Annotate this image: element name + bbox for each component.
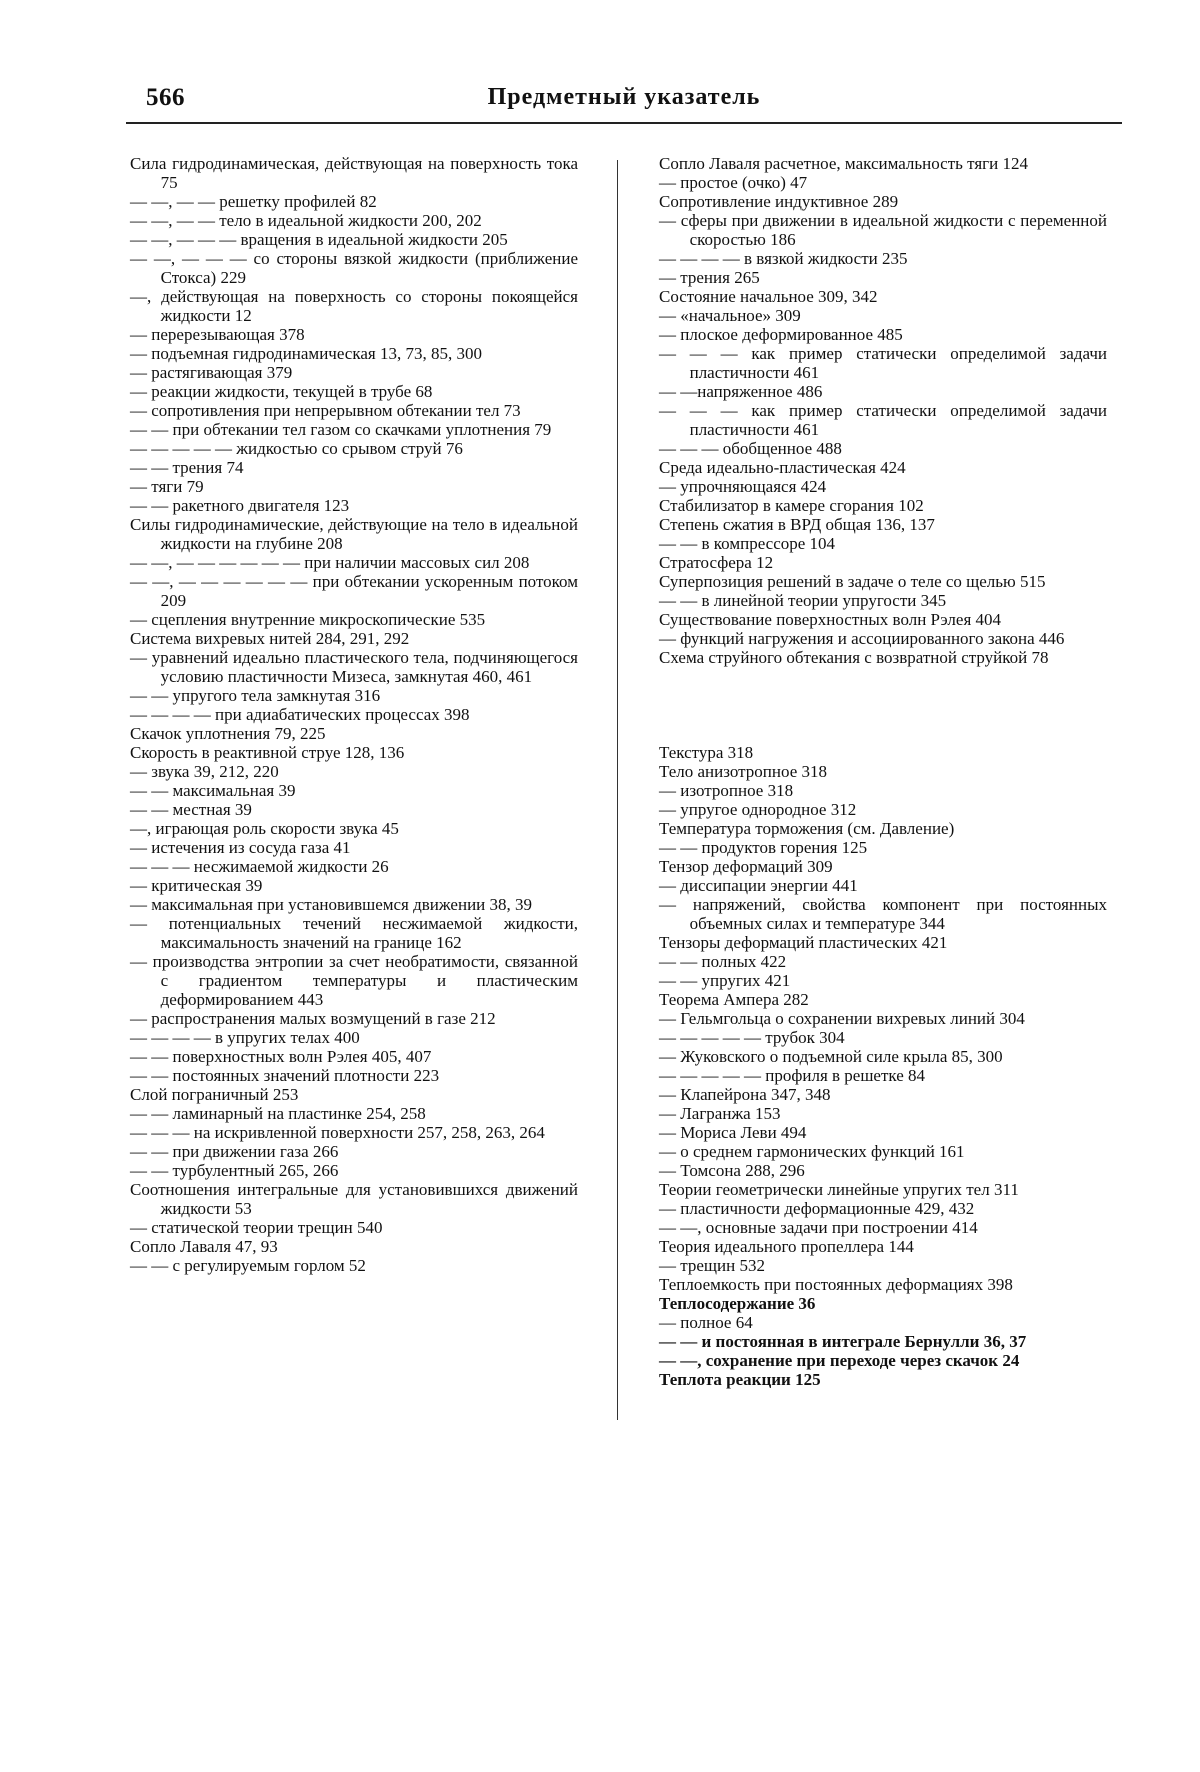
index-entry: — Мориса Леви 494 [659,1123,807,1142]
index-section-s [659,154,1107,667]
index-entry: — о среднем гармонических функций 161 [659,1142,965,1161]
index-entry: — простое (очко) 47 [659,173,808,192]
index-entry: — перерезывающая 378 [130,325,305,344]
index-entry: — Томсона 288, 296 [659,1161,805,1180]
index-entry: — — — — — жидкостью со срывом струй 76 [130,439,463,458]
index-entry: — — максимальная 39 [130,781,296,800]
index-entry: — — в компрессоре 104 [659,534,836,553]
section-gap [659,667,1107,743]
index-entry: —, играющая роль скорости звука 45 [130,819,399,838]
index-entry: — Жуковского о подъемной силе крыла 85, 300 [659,1047,1003,1066]
index-entry: — — — — при адиабатических процессах 398 [130,705,470,724]
index-entry: Соотношения интегральные для установившихся движений жидкости 53 [130,1180,578,1218]
index-entry: Сила гидродинамическая, действующая на поверхность тока 75 [130,154,578,192]
index-entry: Теория идеального пропеллера 144 [659,1237,914,1256]
index-entry: — —, — — — со стороны вязкой жидкости (приближение Стокса) 229 [130,249,578,287]
index-entry: Система вихревых нитей 284, 291, 292 [130,629,410,648]
index-entry: — упрочняющаяся 424 [659,477,827,496]
index-entry: — плоское деформированное 485 [659,325,903,344]
index-entry: — — продуктов горения 125 [659,838,868,857]
page-number: 566 [146,84,185,111]
index-entry: — — местная 39 [130,800,252,819]
index-entry: — статической теории трещин 540 [130,1218,383,1237]
index-entry: Скорость в реактивной струе 128, 136 [130,743,405,762]
index-entry: — — при обтекании тел газом со скачками уплотнения 79 [130,420,552,439]
index-entry: Сопло Лаваля расчетное, максимальность тяги 124 [659,154,1029,173]
index-entry: Сопротивление индуктивное 289 [659,192,899,211]
index-entry: — сопротивления при непрерывном обтекании тел 73 [130,401,521,420]
index-entry: — —, — — — вращения в идеальной жидкости 205 [130,230,508,249]
index-entry: — диссипации энергии 441 [659,876,858,895]
index-entry: — трения 265 [659,268,760,287]
index-entry: — полное 64 [659,1313,753,1332]
index-entry: — — — — — профиля в решетке 84 [659,1066,926,1085]
index-entry: Стратосфера 12 [659,553,774,572]
index-entry: Слой пограничный 253 [130,1085,299,1104]
index-entry: — — — несжимаемой жидкости 26 [130,857,389,876]
index-entry: Текстура 318 [659,743,754,762]
index-entry: — — постоянных значений плотности 223 [130,1066,440,1085]
index-entry: — — трения 74 [130,458,244,477]
index-entry: — уравнений идеально пластического тела, подчиняющегося условию пластичности Мизеса, замкнутая 460, 461 [130,648,578,686]
header-rule [126,122,1122,124]
index-entry: — —напряженное 486 [659,382,823,401]
index-entry: — — и постоянная в интеграле Бернулли 36, 37 [659,1332,1027,1351]
index-entry: Тензор деформаций 309 [659,857,833,876]
index-entry: Степень сжатия в ВРД общая 136, 137 [659,515,935,534]
index-entry: Среда идеально-пластическая 424 [659,458,906,477]
index-entry: — реакции жидкости, текущей в трубе 68 [130,382,433,401]
index-entry: — —, — — — — — — при обтекании ускоренным потоком 209 [130,572,578,610]
index-entry: Теплоемкость при постоянных деформациях 398 [659,1275,1013,1294]
index-entry: — — полных 422 [659,952,787,971]
page-header [126,84,1122,120]
index-entry: Существование поверхностных волн Рэлея 404 [659,610,1002,629]
index-entry: — — ракетного двигателя 123 [130,496,350,515]
index-entry: — тяги 79 [130,477,204,496]
index-entry: Тензоры деформаций пластических 421 [659,933,948,952]
index-entry: — — — — в упругих телах 400 [130,1028,360,1047]
index-entry: — — турбулентный 265, 266 [130,1161,339,1180]
index-entry: — —, сохранение при переходе через скачок 24 [659,1351,1020,1370]
index-entry: — растягивающая 379 [130,363,293,382]
index-entry: — трещин 532 [659,1256,765,1275]
index-section-t [659,743,1107,1389]
index-entry: — подъемная гидродинамическая 13, 73, 85, 300 [130,344,482,363]
index-entry: — — — — в вязкой жидкости 235 [659,249,908,268]
index-entry: — — — на искривленной поверхности 257, 258, 263, 264 [130,1123,545,1142]
index-entry: — максимальная при установившемся движении 38, 39 [130,895,533,914]
index-entry: — — при движении газа 266 [130,1142,339,1161]
index-entry: — —, — — решетку профилей 82 [130,192,377,211]
index-entry: — звука 39, 212, 220 [130,762,279,781]
running-title: Предметный указатель [487,84,761,110]
index-entry: — — поверхностных волн Рэлея 405, 407 [130,1047,432,1066]
index-entry: Схема струйного обтекания с возвратной струйкой 78 [659,648,1049,667]
index-entry: — упругое однородное 312 [659,800,857,819]
index-entry: — Клапейрона 347, 348 [659,1085,831,1104]
index-entry: Тело анизотропное 318 [659,762,827,781]
index-entry: — — упругих 421 [659,971,791,990]
index-entry: — Лагранжа 153 [659,1104,781,1123]
index-entry: Теории геометрически линейные упругих тел 311 [659,1180,1019,1199]
index-entry: Теплота реакции 125 [659,1370,821,1389]
index-entry: — напряжений, свойства компонент при постоянных объемных силах и температуре 344 [659,895,1107,933]
index-entry: — функций нагружения и ассоциированного закона 446 [659,629,1065,648]
index-entry: — — — — — трубок 304 [659,1028,845,1047]
index-entry: — сферы при движении в идеальной жидкости с переменной скоростью 186 [659,211,1107,249]
index-entry: — критическая 39 [130,876,263,895]
index-entry: — — — как пример статически определимой задачи пластичности 461 [659,344,1107,382]
index-entry: — «начальное» 309 [659,306,801,325]
index-entry: Силы гидродинамические, действующие на тело в идеальной жидкости на глубине 208 [130,515,578,553]
index-entry: — — упругого тела замкнутая 316 [130,686,381,705]
index-entry: Сопло Лаваля 47, 93 [130,1237,278,1256]
index-entry: Температура торможения (см. Давление) [659,819,955,838]
index-entry: — — в линейной теории упругости 345 [659,591,947,610]
index-entry: — распространения малых возмущений в газе 212 [130,1009,496,1028]
index-entry: — производства энтропии за счет необратимости, связанной с градиентом температуры и пластическим деформированием 443 [130,952,578,1009]
index-entry: Суперпозиция решений в задаче о теле со щелью 515 [659,572,1046,591]
index-entry: —, действующая на поверхность со стороны покоящейся жидкости 12 [130,287,578,325]
index-entry: — истечения из сосуда газа 41 [130,838,351,857]
index-entry: Скачок уплотнения 79, 225 [130,724,326,743]
index-entry: — — — обобщенное 488 [659,439,842,458]
index-entry: Теплосодержание 36 [659,1294,816,1313]
column-divider [617,160,618,1420]
index-entry: — —, — — — — — — при наличии массовых сил 208 [130,553,530,572]
index-entry: — пластичности деформационные 429, 432 [659,1199,975,1218]
index-entry: Стабилизатор в камере сгорания 102 [659,496,924,515]
index-column-left [130,154,578,1275]
index-entry: — — — как пример статически определимой задачи пластичности 461 [659,401,1107,439]
index-entry: — сцепления внутренние микроскопические 535 [130,610,486,629]
index-column-right [659,154,1107,1389]
index-entry: — — с регулируемым горлом 52 [130,1256,366,1275]
index-entry: Теорема Ампера 282 [659,990,809,1009]
index-entry: — — ламинарный на пластинке 254, 258 [130,1104,426,1123]
index-entry: Состояние начальное 309, 342 [659,287,878,306]
index-entry: — —, — — тело в идеальной жидкости 200, 202 [130,211,482,230]
index-entry: — —, основные задачи при построении 414 [659,1218,978,1237]
index-entry: — изотропное 318 [659,781,794,800]
index-entry: — Гельмгольца о сохранении вихревых линий 304 [659,1009,1025,1028]
index-entry: — потенциальных течений несжимаемой жидкости, максимальность значений на границе 162 [130,914,578,952]
